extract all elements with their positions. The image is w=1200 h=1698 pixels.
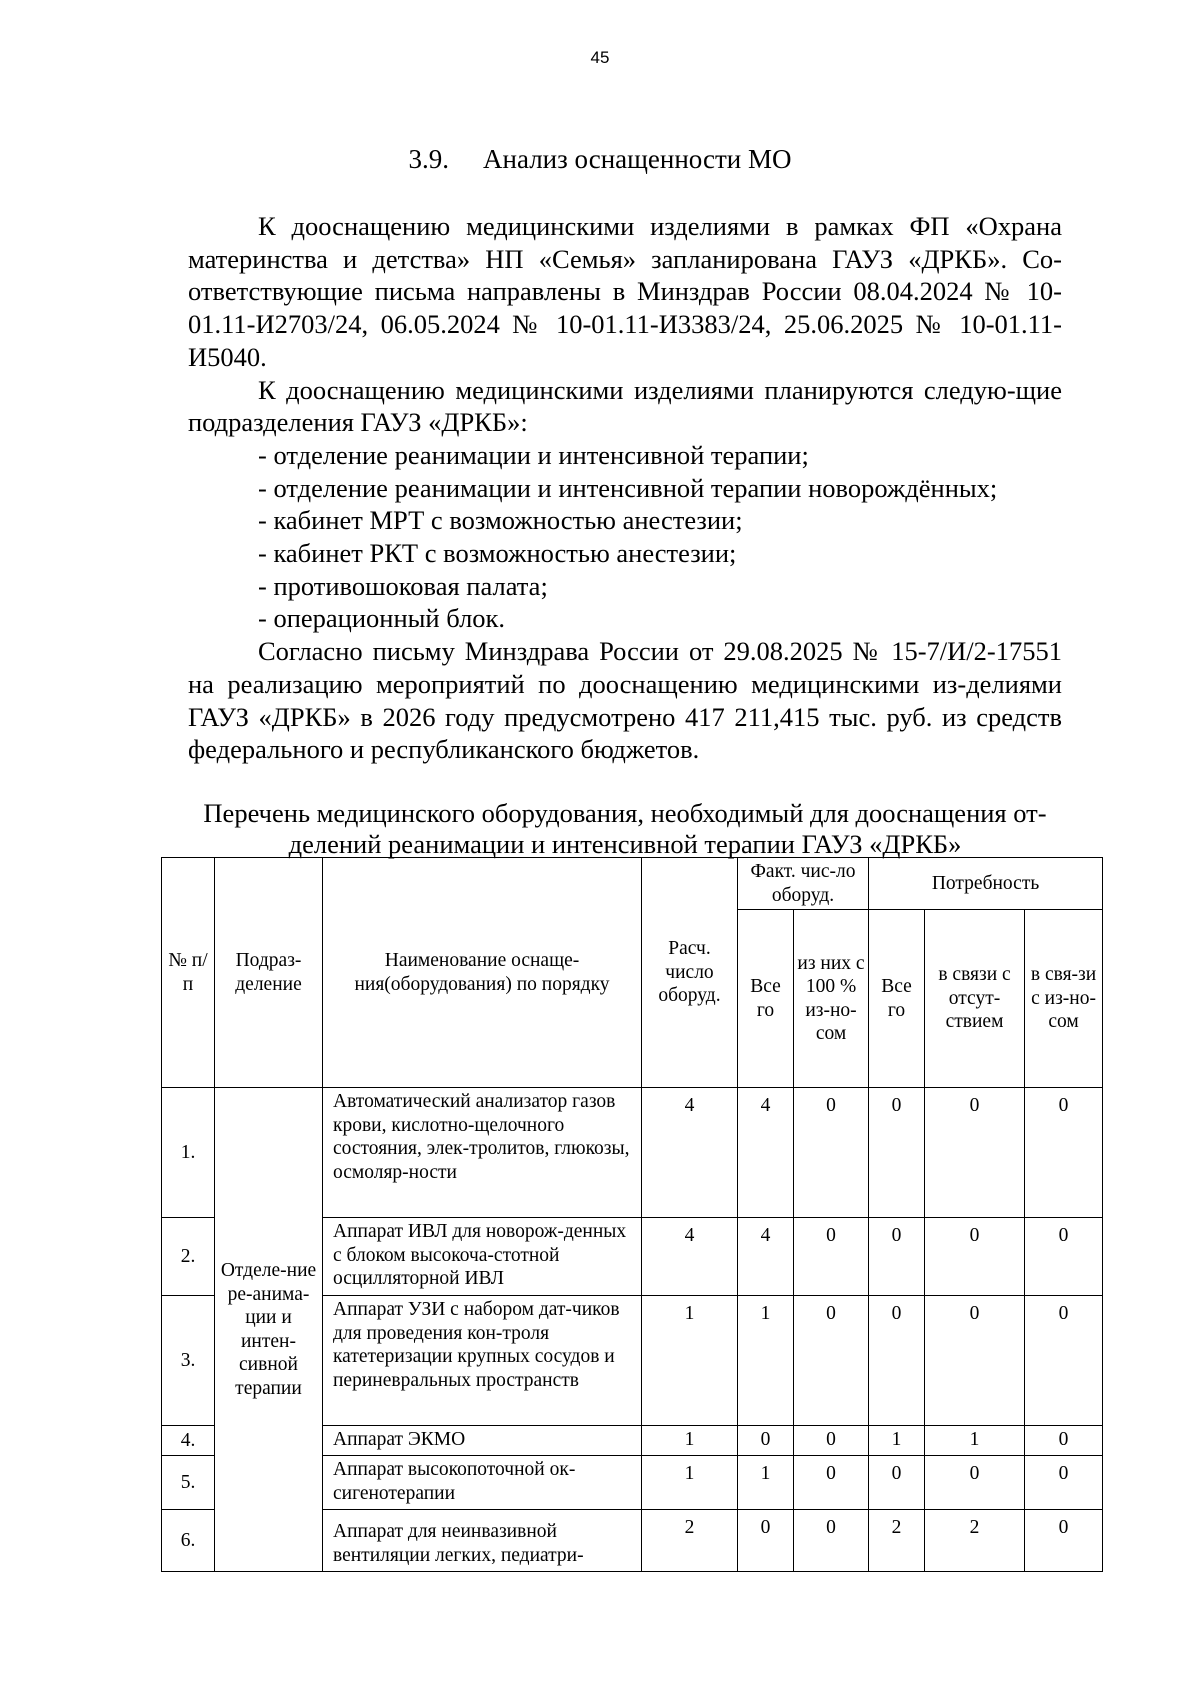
need-total: 1 [869, 1426, 925, 1456]
equipment-name: Аппарат ИВЛ для новорож-денных с блоком высокоча-стотной осцилляторной ИВЛ [323, 1218, 642, 1296]
need-worn: 0 [1025, 1088, 1103, 1218]
need-total: 0 [869, 1088, 925, 1218]
row-num: 6. [162, 1510, 215, 1572]
need-total: 0 [869, 1296, 925, 1426]
row-num: 2. [162, 1218, 215, 1296]
list-item: - противошоковая палата; [258, 570, 548, 601]
header-fact-worn: из них с 100 % из-но-сом [794, 910, 869, 1088]
need-worn: 0 [1025, 1456, 1103, 1510]
header-fact-group: Факт. чис-ло оборуд. [738, 858, 869, 910]
header-num: № п/п [162, 858, 215, 1088]
list-item: - операционный блок. [258, 603, 506, 634]
row-num: 4. [162, 1426, 215, 1456]
fact-worn: 0 [794, 1456, 869, 1510]
fact-total: 1 [738, 1296, 794, 1426]
need-worn: 0 [1025, 1510, 1103, 1572]
section-number: 3.9. [408, 144, 450, 174]
page-number: 45 [590, 48, 610, 67]
section-title-text: Анализ оснащенности МО [483, 144, 792, 174]
fact-worn: 0 [794, 1296, 869, 1426]
need-worn: 0 [1025, 1218, 1103, 1296]
row-num: 5. [162, 1456, 215, 1510]
header-need-worn: в свя-зи с из-но-сом [1025, 910, 1103, 1088]
body-text [188, 210, 1062, 766]
fact-total: 0 [738, 1426, 794, 1456]
header-fact-total: Все го [738, 910, 794, 1088]
equipment-name: Автоматический анализатор газов крови, кислотно-щелочного состояния, элек-тролитов, глюкозы, осмоляр-ности [323, 1088, 642, 1218]
need-total: 2 [869, 1510, 925, 1572]
need-total: 0 [869, 1456, 925, 1510]
header-need-total: Все го [869, 910, 925, 1088]
table-caption: Перечень медицинского оборудования, необходимый для дооснащения от-делений реанимации и интенсивной терапии ГАУЗ «ДРКБ» [203, 798, 1047, 859]
need-absent: 1 [925, 1426, 1025, 1456]
need-absent: 0 [925, 1456, 1025, 1510]
fact-worn: 0 [794, 1088, 869, 1218]
need-total: 0 [869, 1218, 925, 1296]
need-absent: 0 [925, 1218, 1025, 1296]
department-cell: Отделе-ние ре-анима-ции и интен-сивной терапии [215, 1088, 323, 1572]
fact-worn: 0 [794, 1426, 869, 1456]
header-calc: Расч. число оборуд. [642, 858, 738, 1088]
fact-total: 4 [738, 1218, 794, 1296]
section-title [0, 144, 1200, 175]
fact-worn: 0 [794, 1218, 869, 1296]
need-worn: 0 [1025, 1296, 1103, 1426]
need-absent: 0 [925, 1088, 1025, 1218]
list-item: - кабинет МРТ с возможностью анестезии; [258, 505, 743, 536]
header-need-absent: в связи с отсут-ствием [925, 910, 1025, 1088]
need-worn: 0 [1025, 1426, 1103, 1456]
row-num: 3. [162, 1296, 215, 1426]
fact-total: 0 [738, 1510, 794, 1572]
equipment-name: Аппарат для неинвазивной вентиляции легких, педиатри- [323, 1510, 642, 1572]
calc-count: 1 [642, 1296, 738, 1426]
fact-worn: 0 [794, 1510, 869, 1572]
list-item: - отделение реанимации и интенсивной терапии; [258, 439, 809, 470]
row-num: 1. [162, 1088, 215, 1218]
equipment-name: Аппарат УЗИ с набором дат-чиков для проведения кон-троля катетеризации крупных сосудов и периневральных пространств [323, 1296, 642, 1426]
paragraph: К дооснащению медицинскими изделиями планируются следую-щие подразделения ГАУЗ «ДРКБ»: [188, 374, 1062, 438]
list-item: - отделение реанимации и интенсивной терапии новорождённых; [258, 472, 998, 503]
equipment-name: Аппарат высокопоточной ок-сигенотерапии [323, 1456, 642, 1510]
fact-total: 1 [738, 1456, 794, 1510]
calc-count: 1 [642, 1426, 738, 1456]
calc-count: 4 [642, 1088, 738, 1218]
calc-count: 2 [642, 1510, 738, 1572]
equipment-name: Аппарат ЭКМО [323, 1426, 642, 1456]
list-item: - кабинет РКТ с возможностью анестезии; [258, 538, 737, 569]
need-absent: 0 [925, 1296, 1025, 1426]
table-row [162, 1088, 1103, 1218]
calc-count: 4 [642, 1218, 738, 1296]
paragraph: Согласно письму Минздрава России от 29.08.2025 № 15-7/И/2-17551 на реализацию мероприятий по дооснащению медицинскими из-делиями ГАУЗ «ДРКБ» в 2026 году предусмотрено 417 211,415 тыс. руб. из средств федерального и республиканского бюджетов. [188, 636, 1062, 765]
header-name: Наименование оснаще-ния(оборудования) по порядку [323, 858, 642, 1088]
need-absent: 2 [925, 1510, 1025, 1572]
header-dept: Подраз-деление [215, 858, 323, 1088]
calc-count: 1 [642, 1456, 738, 1510]
equipment-table [161, 857, 1103, 1572]
paragraph: К дооснащению медицинскими изделиями в рамках ФП «Охрана материнства и детства» НП «Семья» запланирована ГАУЗ «ДРКБ». Со-ответствующие письма направлены в Минздрав России 08.04.2024 № 10-01.11-И2703/24, 06.05.2024 № 10-01.11-И3383/24, 25.06.2025 № 10-01.11-И5040. [188, 211, 1062, 372]
header-need-group: Потребность [869, 858, 1103, 910]
fact-total: 4 [738, 1088, 794, 1218]
